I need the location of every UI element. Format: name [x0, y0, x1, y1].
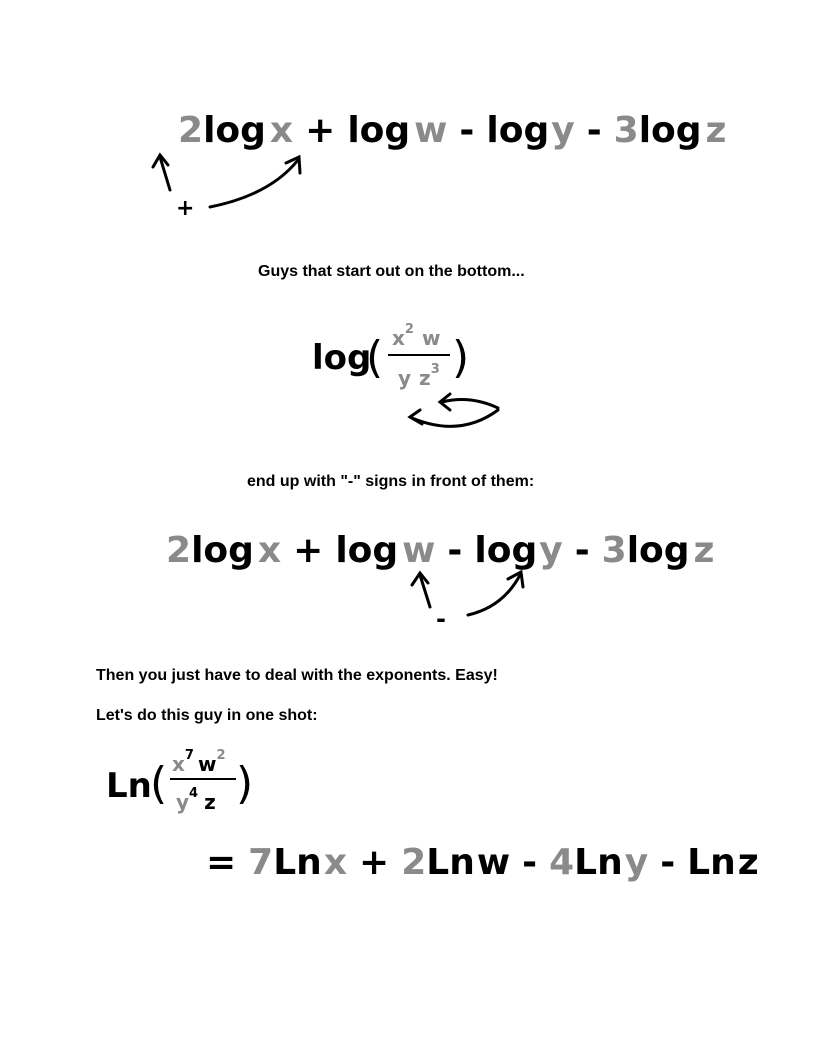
ln-function: Ln	[687, 842, 736, 883]
variable: w	[402, 530, 436, 571]
ln-function: Ln	[273, 842, 322, 883]
variable: x	[257, 530, 282, 571]
exponents-note: Then you just have to deal with the exponents. Easy!	[96, 667, 498, 684]
coefficient: 2	[401, 842, 427, 883]
variable: y	[539, 530, 563, 571]
log-function: log	[347, 110, 411, 151]
fraction-numerator	[172, 748, 226, 776]
exponent: 7	[184, 748, 194, 763]
operator: +	[293, 530, 324, 571]
operator: +	[305, 110, 336, 151]
coefficient: 2	[166, 530, 192, 571]
operator: -	[574, 530, 590, 571]
log-function: log	[191, 530, 254, 571]
operator: -	[522, 842, 538, 883]
coefficient: 3	[613, 110, 639, 151]
coefficient: 7	[248, 842, 274, 883]
exponent: 2	[404, 322, 414, 337]
log-function: log	[626, 530, 690, 571]
coefficient: 3	[601, 530, 627, 571]
exponent: 3	[430, 362, 440, 377]
equation-ln-expanded	[206, 842, 759, 883]
arrow-sign-label: +	[176, 196, 195, 221]
right-paren: )	[452, 332, 470, 383]
variable: y	[551, 110, 575, 151]
ln-function: Ln	[574, 842, 623, 883]
variable: x	[172, 752, 185, 776]
variable: w	[197, 752, 217, 776]
fraction-denominator	[176, 786, 216, 814]
variable: x	[269, 110, 294, 151]
fraction-bar	[170, 778, 236, 780]
coefficient: 2	[178, 110, 204, 151]
operator: -	[586, 110, 602, 151]
variable: y	[398, 366, 412, 390]
variable: z	[204, 790, 216, 814]
operator: +	[359, 842, 390, 883]
fraction-denominator	[398, 362, 440, 390]
log-function: log	[638, 110, 702, 151]
arrow-sign-label: -	[436, 605, 446, 633]
curved-arrow-icon	[408, 565, 533, 635]
curved-arrow-icon	[400, 390, 510, 435]
variable: x	[392, 326, 405, 350]
coefficient: 4	[549, 842, 575, 883]
equals-sign: =	[206, 842, 237, 883]
variable: y	[624, 842, 649, 883]
right-paren: )	[236, 758, 254, 809]
ln-function: Ln	[426, 842, 475, 883]
log-function: log	[312, 338, 372, 378]
log-function: log	[203, 110, 266, 151]
exponent: 2	[216, 748, 226, 763]
caption-bottom: Guys that start out on the bottom...	[258, 263, 525, 280]
variable: z	[737, 842, 759, 883]
caption-minus-signs: end up with "-" signs in front of them:	[247, 473, 535, 490]
log-function: log	[486, 110, 550, 151]
exponent: 4	[189, 786, 199, 801]
variable: y	[176, 790, 190, 814]
log-function: log	[474, 530, 538, 571]
left-paren: (	[150, 758, 168, 809]
left-paren: (	[366, 332, 384, 383]
operator: -	[660, 842, 676, 883]
one-shot-note: Let's do this guy in one shot:	[96, 707, 318, 724]
fraction-bar	[388, 354, 450, 356]
operator: -	[447, 530, 463, 571]
fraction-numerator	[392, 322, 441, 350]
operator: -	[459, 110, 475, 151]
variable: x	[323, 842, 348, 883]
variable: w	[421, 326, 441, 350]
variable: z	[693, 530, 715, 571]
variable: z	[705, 110, 727, 151]
variable: w	[476, 842, 511, 883]
log-function: log	[335, 530, 399, 571]
ln-function: Ln	[106, 766, 152, 806]
variable: z	[419, 366, 431, 390]
variable: w	[414, 110, 448, 151]
